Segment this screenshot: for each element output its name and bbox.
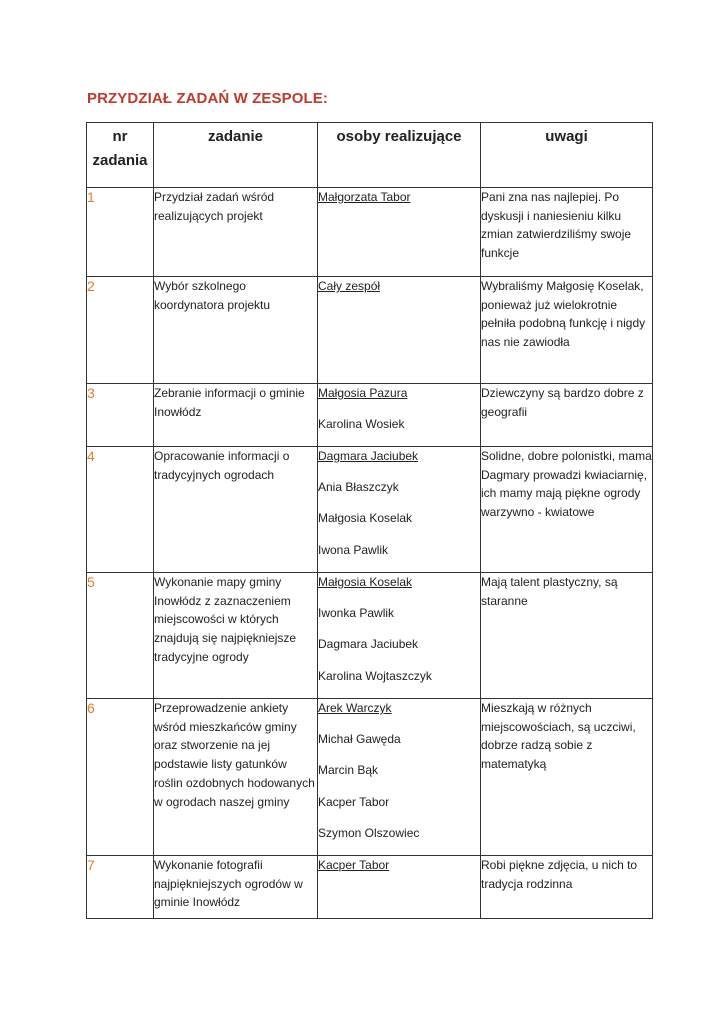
task-notes: Dziewczyny są bardzo dobre z geografii [481,384,653,447]
table-row [87,856,653,919]
person-name: Iwona Pawlik [318,542,389,557]
task-description: Opracowanie informacji o tradycyjnych ogrodach [154,447,318,573]
person-name: Karolina Wojtaszczyk [318,668,432,683]
task-notes: Mają talent plastyczny, są staranne [481,573,653,699]
person-name: Iwonka Pawlik [318,606,395,621]
task-number: 4 [87,447,154,573]
task-notes: Mieszkają w różnych miejscowościach, są uczciwi, dobrze radzą sobie z matematyką [481,699,653,856]
person-name: Kacper Tabor [318,794,390,809]
header-number: nr zadania [87,123,154,188]
person-name: Dagmara Jaciubek [318,637,419,652]
table-row [87,384,653,447]
person-name: Małgosia Koselak [318,511,413,526]
header-people: osoby realizujące [318,123,481,188]
table-row [87,277,653,384]
table-row [87,447,653,573]
task-number: 6 [87,699,154,856]
task-number: 3 [87,384,154,447]
table-row [87,573,653,699]
task-notes: Wybraliśmy Małgosię Koselak, ponieważ już wielokrotnie pełniła podobną funkcję i nigdy nas nie zawiodła [481,277,653,384]
header-notes: uwagi [481,123,653,188]
task-number: 7 [87,856,154,919]
task-notes: Pani zna nas najlepiej. Po dyskusji i naniesieniu kilku zmian zatwierdziliśmy swoje funkcje [481,188,653,277]
task-people [318,277,481,384]
table-row [87,699,653,856]
table-header-row [87,123,653,188]
person-name: Małgorzata Tabor [318,190,411,204]
task-people [318,188,481,277]
task-description: Wybór szkolnego koordynatora projektu [154,277,318,384]
person-name: Cały zespół [318,279,381,293]
task-number: 1 [87,188,154,277]
task-description: Zebranie informacji o gminie Inowłódz [154,384,318,447]
person-name: Małgosia Pazura [318,386,408,400]
person-name: Marcin Bąk [318,763,379,778]
person-name: Arek Warczyk [318,701,392,715]
task-description: Wykonanie mapy gminy Inowłódz z zaznaczeniem miejscowości w których znajdują się najpiękniejsze tradycyjne ogrody [154,573,318,699]
task-number: 5 [87,573,154,699]
task-notes: Solidne, dobre polonistki, mama Dagmary prowadzi kwiaciarnię, ich mamy mają piękne ogrody warzywno - kwiatowe [481,447,653,573]
page-title: PRZYDZIAŁ ZADAŃ W ZESPOLE: [87,90,328,107]
task-people [318,447,481,573]
task-assignment-table [86,122,653,919]
task-people [318,856,481,919]
task-description: Przeprowadzenie ankiety wśród mieszkańców gminy oraz stworzenie na jej podstawie listy gatunków roślin ozdobnych hodowanych w ogrodach naszej gminy [154,699,318,856]
person-name: Małgosia Koselak [318,575,413,589]
table-row [87,188,653,277]
task-number: 2 [87,277,154,384]
person-name: Kacper Tabor [318,858,390,872]
person-name: Ania Błaszczyk [318,480,399,495]
task-description: Wykonanie fotografii najpiękniejszych ogrodów w gminie Inowłódz [154,856,318,919]
header-task: zadanie [154,123,318,188]
person-name: Karolina Wosiek [318,417,405,432]
task-people [318,384,481,447]
task-notes: Robi piękne zdjęcia, u nich to tradycja rodzinna [481,856,653,919]
person-name: Dagmara Jaciubek [318,449,419,463]
person-name: Szymon Olszowiec [318,825,420,840]
task-people [318,573,481,699]
person-name: Michał Gawęda [318,732,401,747]
task-people [318,699,481,856]
task-description: Przydział zadań wśród realizujących projekt [154,188,318,277]
